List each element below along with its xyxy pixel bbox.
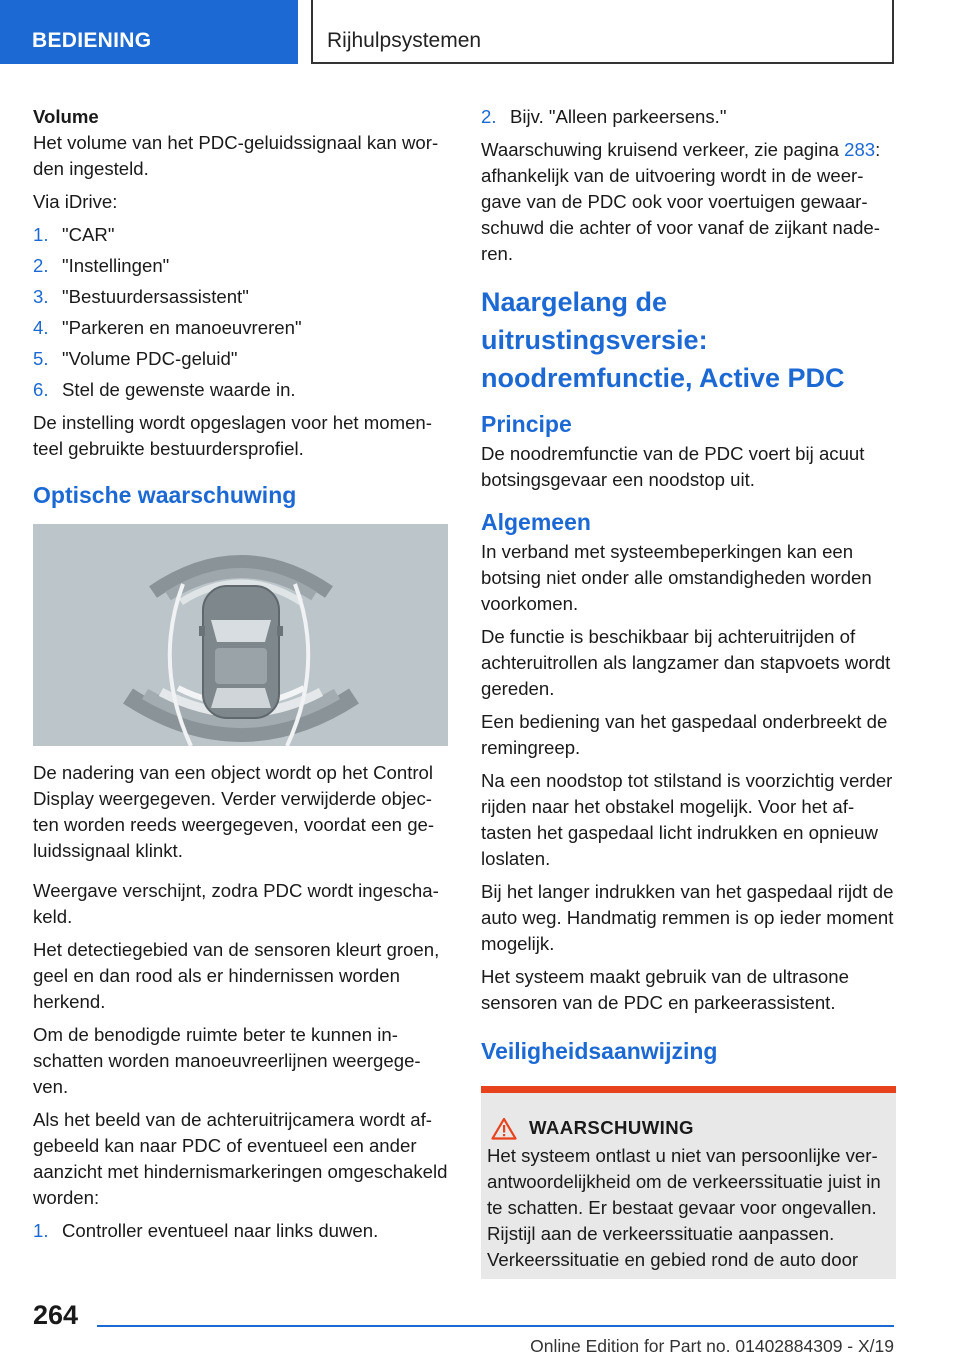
- header-section-label: BEDIENING: [32, 29, 152, 52]
- list-item: 1. Controller eventueel naar links duwen.: [33, 1220, 379, 1241]
- principe-heading: Principe: [481, 411, 572, 437]
- left-column: [33, 104, 448, 1251]
- algemeen-text-2: De functie is beschikbaar bij achteruitrijden of achteruitrollen als langzamer dan stapvoets wordt gereden.: [481, 626, 891, 699]
- algemeen-text-3: Een bediening van het gaspedaal onderbreekt de remingreep.: [481, 711, 888, 758]
- list-item: 1. "CAR": [33, 224, 115, 245]
- list-item: 6. Stel de gewenste waarde in.: [33, 379, 296, 400]
- safety-heading: Veiligheidsaanwijzing: [481, 1038, 718, 1064]
- footer-divider: [97, 1325, 894, 1327]
- controller-steps: [33, 1218, 448, 1244]
- optical-text-4: Om de benodigde ruimte beter te kunnen inschatten worden manoeuvreerlijnen weergegeven.: [33, 1024, 421, 1097]
- optical-text-1: De nadering van een object wordt op het Control Display weergegeven. Verder verwijderde objecten worden reeds weergegeven, voordat een geluidssignaal klinkt.: [33, 762, 435, 861]
- controller-steps-continued: [481, 104, 896, 130]
- header-chapter-label: Rijhulpsystemen: [327, 29, 482, 52]
- list-item: 4. "Parkeren en manoeuvreren": [33, 317, 302, 338]
- pdc-car-image: [33, 524, 448, 746]
- optical-text-2: Weergave verschijnt, zodra PDC wordt ingeschakeld.: [33, 880, 439, 927]
- idrive-steps: [33, 222, 448, 403]
- header-section-tab: [0, 0, 298, 64]
- pdc-illustration: [33, 524, 448, 746]
- cross-traffic-text: Waarschuwing kruisend verkeer, zie pagina 283: afhankelijk van de uitvoering wordt in de weergave van de PDC ook voor voertuigen gewaarschuwd die achter of voor vanaf de zijkant naderen.: [481, 139, 881, 264]
- emergency-brake-heading: Naargelang de uitrustingsversie: noodremfunctie, Active PDC: [481, 287, 845, 393]
- optical-text-3: Het detectiegebied van de sensoren kleurt groen, geel en dan rood als er hindernissen worden herkend.: [33, 939, 440, 1012]
- warning-text: Het systeem ontlast u niet van persoonlijke verantwoordelijkheid om de verkeerssituatie juist in te schatten. Er bestaat gevaar voor ongevallen. Rijstijl aan de verkeerssituatie aanpassen. Verkeerssituatie en gebied rond de auto door: [487, 1145, 881, 1270]
- via-idrive: Via iDrive:: [33, 191, 118, 212]
- header-chapter: [311, 0, 894, 64]
- list-item: 2. Bijv. "Alleen parkeersens.": [481, 106, 727, 127]
- algemeen-heading: Algemeen: [481, 509, 591, 535]
- warning-title: WAARSCHUWING: [529, 1117, 694, 1138]
- list-item: 3. "Bestuurdersassistent": [33, 286, 249, 307]
- footer-edition: Online Edition for Part no. 01402884309 - X/19: [530, 1336, 894, 1356]
- algemeen-text-6: Het systeem maakt gebruik van de ultrasone sensoren van de PDC en parkeerassistent.: [481, 966, 849, 1013]
- right-column: [481, 104, 896, 1279]
- optical-warning-heading: Optische waarschuwing: [33, 482, 297, 508]
- optical-text-5: Als het beeld van de achteruitrijcamera wordt afgebeeld kan naar PDC of eventueel een ander aanzicht met hindernismarkeringen omgeschakeld worden:: [33, 1109, 448, 1208]
- warning-box: [481, 1086, 896, 1279]
- list-item: 2. "Instellingen": [33, 255, 170, 276]
- list-item: 5. "Volume PDC-geluid": [33, 348, 238, 369]
- stored-text: De instelling wordt opgeslagen voor het momenteel gebruikte bestuurdersprofiel.: [33, 412, 432, 459]
- volume-title: Volume: [33, 106, 99, 127]
- volume-text: Het volume van het PDC-geluidssignaal kan worden ingesteld.: [33, 132, 439, 179]
- algemeen-text-1: In verband met systeembeperkingen kan een botsing niet onder alle omstandigheden worden voorkomen.: [481, 541, 872, 614]
- principe-text: De noodremfunctie van de PDC voert bij acuut botsingsgevaar een noodstop uit.: [481, 443, 865, 490]
- warning-triangle-icon: [491, 1117, 517, 1140]
- page-link-283[interactable]: 283: [844, 139, 876, 160]
- algemeen-text-5: Bij het langer indrukken van het gaspedaal rijdt de auto weg. Handmatig remmen is op ieder moment mogelijk.: [481, 881, 894, 954]
- page-number: 264: [33, 1300, 79, 1330]
- warning-header: [487, 1115, 888, 1141]
- algemeen-text-4: Na een noodstop tot stilstand is voorzichtig verder rijden naar het obstakel mogelijk. Voor het aftasten het gaspedaal licht indrukken en opnieuw loslaten.: [481, 770, 893, 869]
